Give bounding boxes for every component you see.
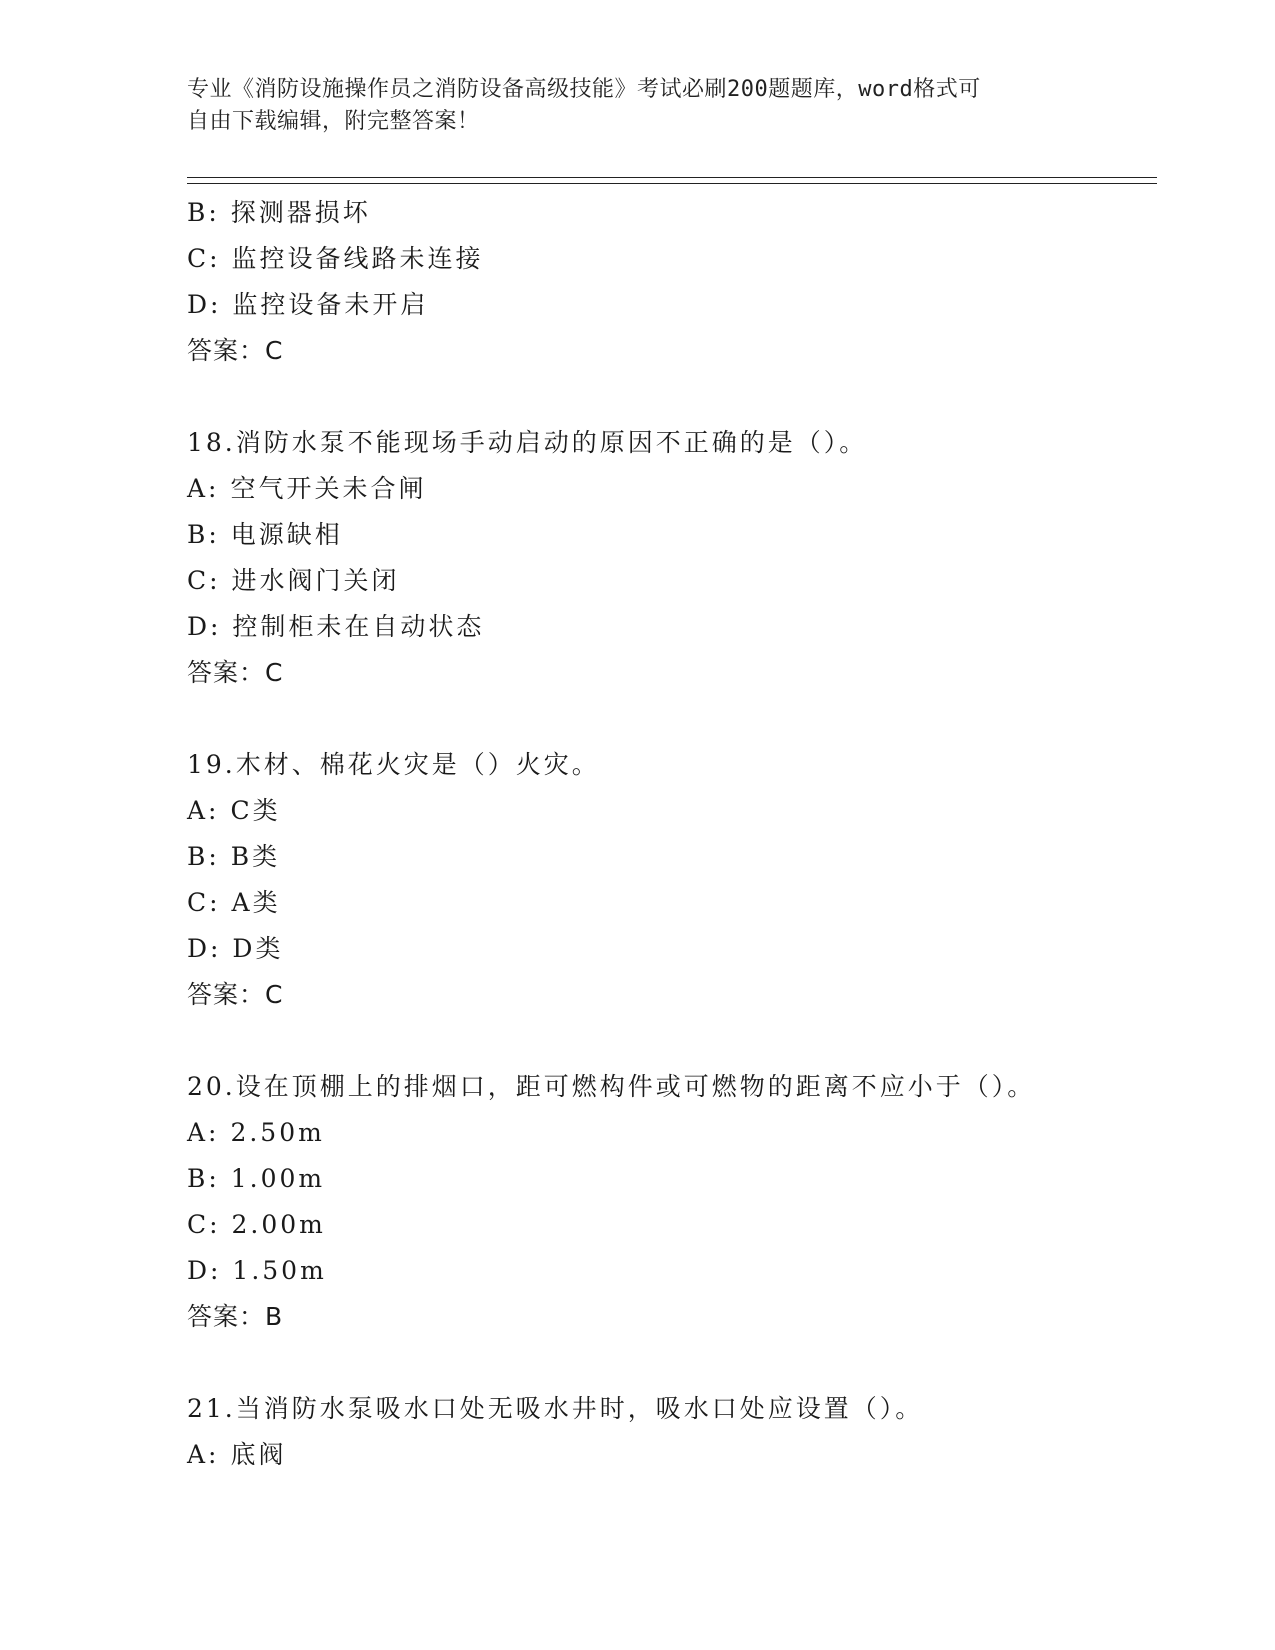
option-line bbox=[187, 236, 1157, 282]
option-label: C: bbox=[187, 244, 221, 273]
option-text: 进水阀门关闭 bbox=[231, 566, 400, 595]
option-label: B: bbox=[187, 198, 220, 227]
option-label: D: bbox=[187, 1256, 222, 1285]
option-line bbox=[187, 880, 1157, 926]
option-line bbox=[187, 512, 1157, 558]
header-line-2: 自由下载编辑，附完整答案！ bbox=[187, 109, 480, 134]
option-text: 监控设备线路未连接 bbox=[231, 244, 484, 273]
option-line bbox=[187, 282, 1157, 328]
option-line bbox=[187, 558, 1157, 604]
option-line bbox=[187, 1432, 1157, 1478]
option-line bbox=[187, 926, 1157, 972]
option-text: 1.50m bbox=[232, 1256, 327, 1285]
answer-line: 答案：C bbox=[187, 980, 284, 1009]
option-text: D类 bbox=[232, 934, 284, 963]
option-line bbox=[187, 1156, 1157, 1202]
option-text: A类 bbox=[231, 888, 281, 917]
option-label: D: bbox=[187, 290, 222, 319]
option-text: 2.50m bbox=[230, 1118, 325, 1147]
option-label: A: bbox=[187, 1118, 220, 1147]
option-text: C类 bbox=[230, 796, 281, 825]
page-header bbox=[187, 74, 1067, 138]
spacer bbox=[187, 1340, 1157, 1386]
question-stem: 18.消防水泵不能现场手动启动的原因不正确的是（）。 bbox=[187, 428, 868, 457]
spacer bbox=[187, 374, 1157, 420]
option-text: 1.00m bbox=[230, 1164, 326, 1193]
question-stem: 19.木材、棉花火灾是（）火灾。 bbox=[187, 750, 600, 779]
option-label: C: bbox=[187, 566, 221, 595]
option-text: 2.00m bbox=[231, 1210, 326, 1239]
option-line bbox=[187, 834, 1157, 880]
option-text: 空气开关未合闸 bbox=[230, 474, 427, 503]
answer-line: 答案：C bbox=[187, 336, 284, 365]
question-list bbox=[187, 190, 1157, 1478]
option-label: C: bbox=[187, 1210, 221, 1239]
spacer bbox=[187, 696, 1157, 742]
option-label: B: bbox=[187, 842, 220, 871]
option-text: 控制柜未在自动状态 bbox=[232, 612, 485, 641]
option-line bbox=[187, 1202, 1157, 1248]
question-stem: 21.当消防水泵吸水口处无吸水井时，吸水口处应设置（）。 bbox=[187, 1394, 924, 1423]
option-label: D: bbox=[187, 612, 222, 641]
question-stem: 20.设在顶棚上的排烟口，距可燃构件或可燃物的距离不应小于（）。 bbox=[187, 1072, 1036, 1101]
option-label: A: bbox=[187, 796, 220, 825]
header-line-1: 专业《消防设施操作员之消防设备高级技能》考试必刷200题题库，word格式可 bbox=[187, 77, 981, 102]
spacer bbox=[187, 1018, 1157, 1064]
option-line bbox=[187, 1248, 1157, 1294]
header-divider bbox=[187, 177, 1157, 184]
option-label: D: bbox=[187, 934, 222, 963]
answer-line: 答案：C bbox=[187, 658, 284, 687]
option-text: 底阀 bbox=[230, 1440, 287, 1469]
option-label: B: bbox=[187, 1164, 220, 1193]
option-line bbox=[187, 1110, 1157, 1156]
option-text: 电源缺相 bbox=[230, 520, 343, 549]
option-label: A: bbox=[187, 1440, 220, 1469]
answer-line: 答案：B bbox=[187, 1302, 284, 1331]
option-text: 探测器损坏 bbox=[230, 198, 371, 227]
option-text: 监控设备未开启 bbox=[232, 290, 429, 319]
option-label: C: bbox=[187, 888, 221, 917]
option-label: B: bbox=[187, 520, 220, 549]
option-line bbox=[187, 466, 1157, 512]
option-line bbox=[187, 604, 1157, 650]
option-label: A: bbox=[187, 474, 220, 503]
option-line bbox=[187, 190, 1157, 236]
option-line bbox=[187, 788, 1157, 834]
option-text: B类 bbox=[230, 842, 281, 871]
